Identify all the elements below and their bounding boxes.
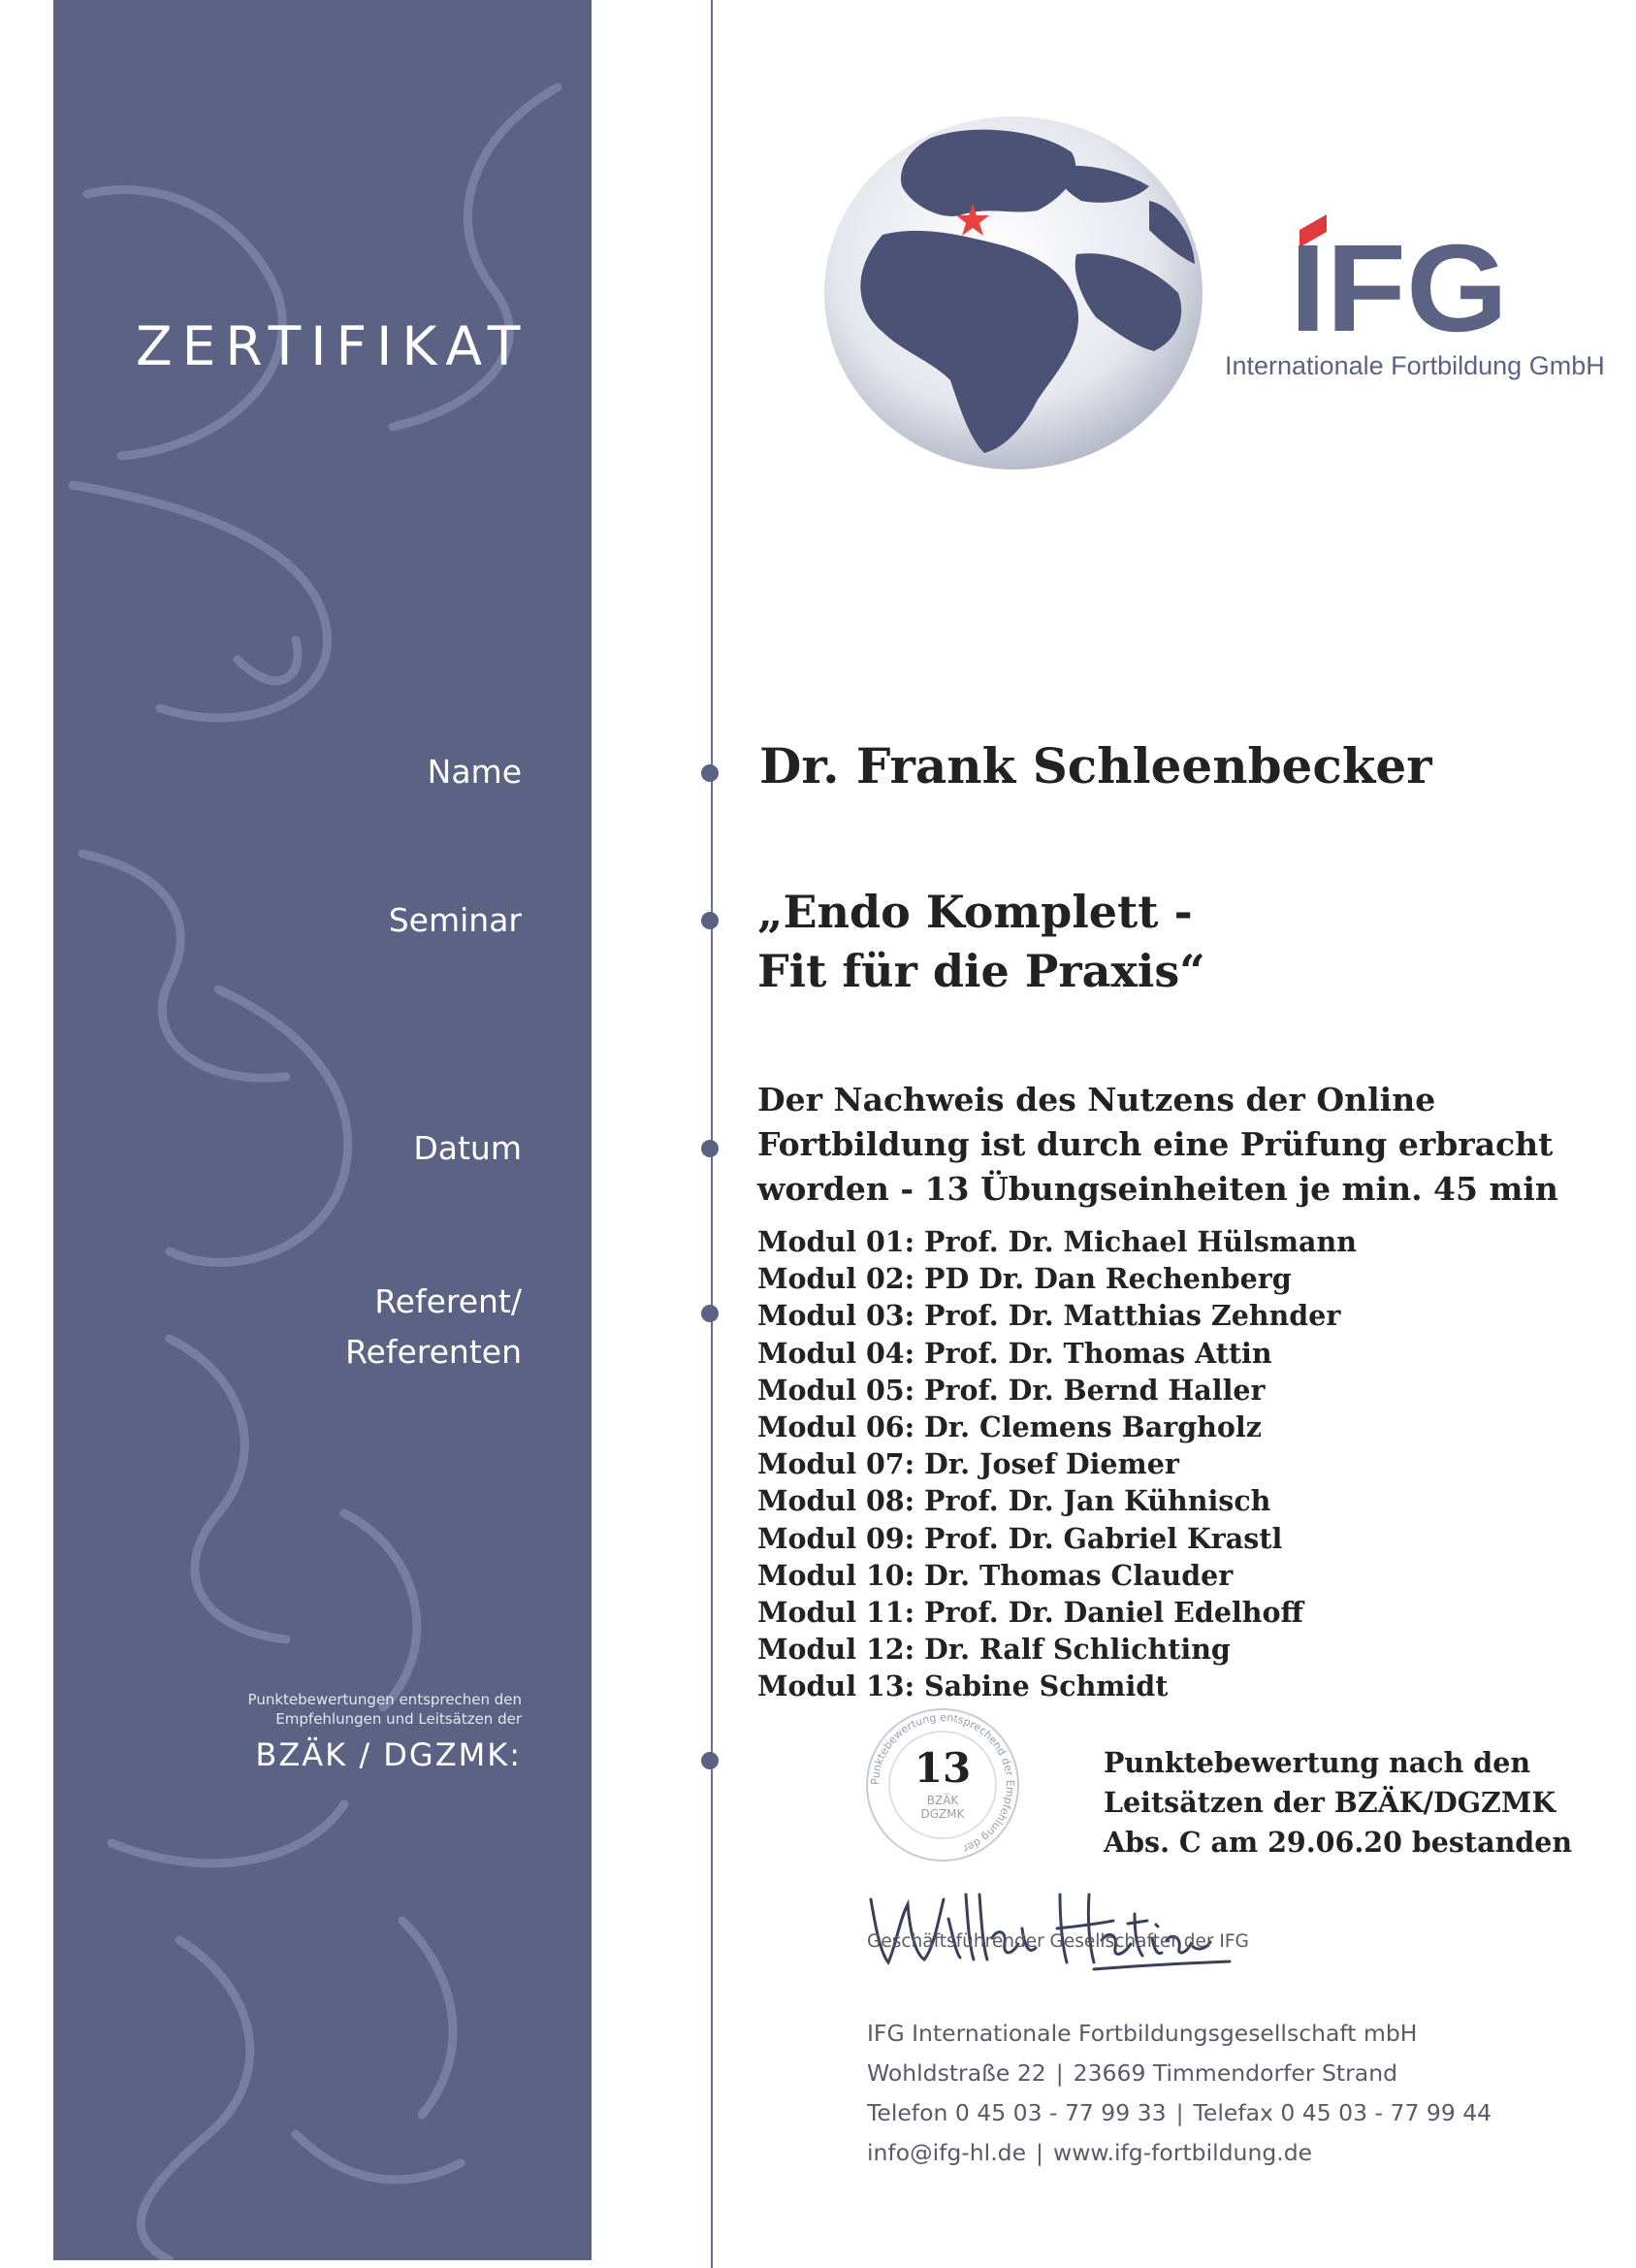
module-item: Modul 13: Sabine Schmidt: [757, 1669, 1169, 1703]
bullet-referent: [701, 1305, 719, 1322]
module-item: Modul 04: Prof. Dr. Thomas Attin: [757, 1336, 1272, 1370]
stamp-org-line1: BZÄK: [926, 1794, 959, 1807]
points-org: BZÄK / DGZMK:: [255, 1736, 522, 1773]
phone: Telefon 0 45 03 - 77 99 33: [867, 2099, 1167, 2126]
logo-subtitle: Internationale Fortbildung GmbH: [1225, 351, 1605, 380]
seminar-title: [757, 883, 1205, 1001]
website-link[interactable]: www.ifg-fortbildung.de: [1052, 2139, 1313, 2166]
bullet-datum: [701, 1140, 719, 1157]
module-item: Modul 09: Prof. Dr. Gabriel Krastl: [757, 1521, 1283, 1555]
stamp-org-line2: DGZMK: [920, 1807, 965, 1821]
bullet-points: [701, 1752, 719, 1769]
proof-statement: [757, 1078, 1558, 1212]
label-referent: [345, 1277, 522, 1377]
label-referent-line2: Referenten: [345, 1333, 522, 1371]
fax: Telefax 0 45 03 - 77 99 44: [1193, 2099, 1492, 2126]
address-line: Wohldstraße 22 | 23669 Timmendorfer Strand: [867, 2059, 1398, 2087]
module-item: Modul 02: PD Dr. Dan Rechenberg: [757, 1262, 1292, 1296]
web-line: info@ifg-hl.de | www.ifg-fortbildung.de: [867, 2139, 1313, 2166]
label-referent-line1: Referent/: [374, 1282, 522, 1320]
module-item: Modul 01: Prof. Dr. Michael Hülsmann: [757, 1225, 1357, 1258]
module-item: Modul 06: Dr. Clemens Bargholz: [757, 1410, 1262, 1444]
seminar-line2: Fit für die Praxis“: [757, 945, 1205, 997]
label-datum: Datum: [413, 1129, 522, 1167]
contact-line: Telefon 0 45 03 - 77 99 33 | Telefax 0 45 03 - 77 99 44: [867, 2099, 1492, 2126]
globe-icon: [815, 109, 1212, 477]
seminar-line1: „Endo Komplett -: [757, 886, 1193, 938]
timeline-line: [711, 0, 713, 2268]
points-line3: Abs. C am 29.06.20 bestanden: [1104, 1826, 1573, 1859]
bullet-seminar: [701, 912, 719, 929]
street: Wohldstraße 22: [867, 2059, 1046, 2087]
module-item: Modul 05: Prof. Dr. Bernd Haller: [757, 1373, 1266, 1407]
logo-text: IFG: [1290, 219, 1508, 335]
module-item: Modul 07: Dr. Josef Diemer: [757, 1447, 1179, 1481]
email-link[interactable]: info@ifg-hl.de: [867, 2139, 1027, 2166]
module-item: Modul 11: Prof. Dr. Daniel Edelhoff: [757, 1596, 1303, 1630]
label-seminar: Seminar: [388, 901, 522, 939]
certificate-title: ZERTIFIKAT: [136, 315, 530, 377]
module-item: Modul 03: Prof. Dr. Matthias Zehnder: [757, 1299, 1341, 1333]
proof-line1: Der Nachweis des Nutzens der Online: [757, 1081, 1436, 1118]
label-name: Name: [427, 753, 522, 791]
participant-name: Dr. Frank Schleenbecker: [759, 737, 1432, 794]
signer-role: Geschäftsführender Gesellschafter der IFG: [867, 1931, 1249, 1952]
points-result: [1104, 1743, 1572, 1863]
module-item: Modul 12: Dr. Ralf Schlichting: [757, 1633, 1231, 1667]
ifg-logo: [1290, 209, 1513, 335]
points-line1: Punktebewertung nach den: [1104, 1746, 1531, 1779]
sidebar-panel: [53, 0, 592, 2260]
company-name: IFG Internationale Fortbildungsgesellschaft mbH: [867, 2020, 1418, 2047]
points-stamp: [860, 1702, 1025, 1867]
stamp-points: 13: [914, 1744, 972, 1792]
points-note: Punktebewertungen entsprechen den Empfehlungen und Leitsätzen der: [247, 1691, 522, 1728]
stamp-ring-text: Punktebewertung entsprechend der Empfehlung der: [868, 1710, 1017, 1856]
company-address: [867, 2014, 1492, 2173]
proof-line2: Fortbildung ist durch eine Prüfung erbracht: [757, 1125, 1554, 1163]
bullet-name: [701, 764, 719, 782]
proof-line3: worden - 13 Übungseinheiten je min. 45 min: [757, 1170, 1558, 1208]
city: 23669 Timmendorfer Strand: [1073, 2059, 1398, 2087]
module-item: Modul 08: Prof. Dr. Jan Kühnisch: [757, 1484, 1271, 1518]
module-item: Modul 10: Dr. Thomas Clauder: [757, 1558, 1234, 1592]
modules-list: [757, 1223, 1357, 1705]
points-line2: Leitsätzen der BZÄK/DGZMK: [1104, 1786, 1556, 1819]
